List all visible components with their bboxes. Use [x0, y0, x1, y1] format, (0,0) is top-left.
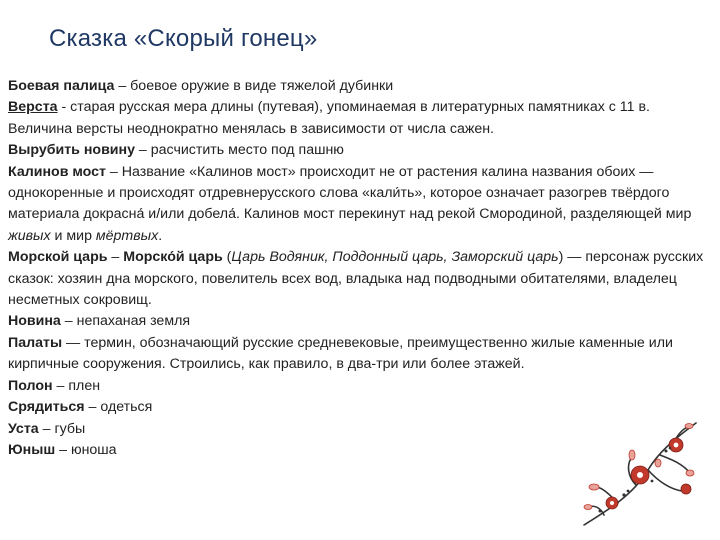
term: Боевая палица [8, 78, 115, 94]
definition: губы [54, 420, 86, 437]
separator: ( [222, 249, 232, 266]
khokhloma-flower-icon [578, 415, 708, 533]
separator: – [84, 399, 101, 416]
term: Палаты [8, 334, 63, 351]
definition-italic: мёртвых [95, 227, 159, 244]
separator: – [52, 377, 69, 394]
term: Морской царь [8, 249, 108, 266]
glossary-entry [8, 162, 708, 248]
definition: плен [68, 377, 101, 394]
separator: – [55, 441, 71, 458]
definition: одеться [100, 399, 153, 416]
term-link[interactable]: Верста [8, 99, 58, 116]
glossary-entry [8, 97, 708, 140]
glossary-entry [8, 140, 708, 161]
definition: Название «Калинов мост» происходит не от растения калина названия обоих — однокоренные и происходят отдревнерусского слова «кали́ть», которое означает разогрев твёрдого материала докрасна́ и/или добела́. Калинов мост перекинут над рекой Смородиной, разделяющей мир [8, 163, 692, 223]
separator: – [134, 142, 151, 159]
definition-italic: живых [8, 227, 51, 244]
glossary-entry [8, 376, 708, 397]
glossary [8, 76, 708, 461]
definition: ) — персонаж русских сказок: хозяин дна морского, повелитель всех вод, владыка над подводными обитателями, владелец несметных сокровищ. [8, 249, 704, 309]
definition: термин, обозначающий русские средневековые, преимущественно жилые каменные или кирпичные сооружения. Строились, как правило, в два-три или более этажей. [8, 334, 673, 373]
separator: – [38, 420, 55, 437]
term-alt: Морско́й царь [123, 249, 223, 266]
slide-title: Сказка «Скорый гонец» [49, 25, 318, 52]
definition-italic: Царь Водяник, Поддонный царь, Заморский царь [231, 249, 559, 266]
glossary-entry [8, 333, 708, 376]
definition: и мир [50, 227, 96, 244]
separator: – [114, 78, 131, 94]
definition: непаханая земля [76, 313, 191, 330]
separator: – [60, 313, 77, 330]
separator: – [107, 249, 124, 266]
separator: - [57, 99, 71, 116]
definition: юноша [70, 441, 117, 458]
term: Вырубить новину [8, 142, 135, 159]
glossary-entry [8, 76, 708, 97]
definition: . [158, 227, 163, 244]
term: Полон [8, 377, 53, 394]
term: Новина [8, 313, 61, 330]
definition: старая русская мера длины (путевая), упоминаемая в литературных памятниках с 11 в. Величина версты неоднократно менялась в зависимости от числа сажен. [8, 99, 650, 137]
term: Юныш [8, 441, 56, 458]
separator: – [105, 163, 122, 180]
separator: — [62, 334, 85, 351]
glossary-entry [8, 247, 708, 311]
definition: боевое оружие в виде тяжелой дубинки [130, 78, 394, 94]
definition: расчистить место под пашню [150, 142, 344, 159]
glossary-entry [8, 311, 708, 332]
term: Срядиться [8, 399, 85, 416]
term: Уста [8, 420, 39, 437]
term: Калинов мост [8, 163, 106, 180]
